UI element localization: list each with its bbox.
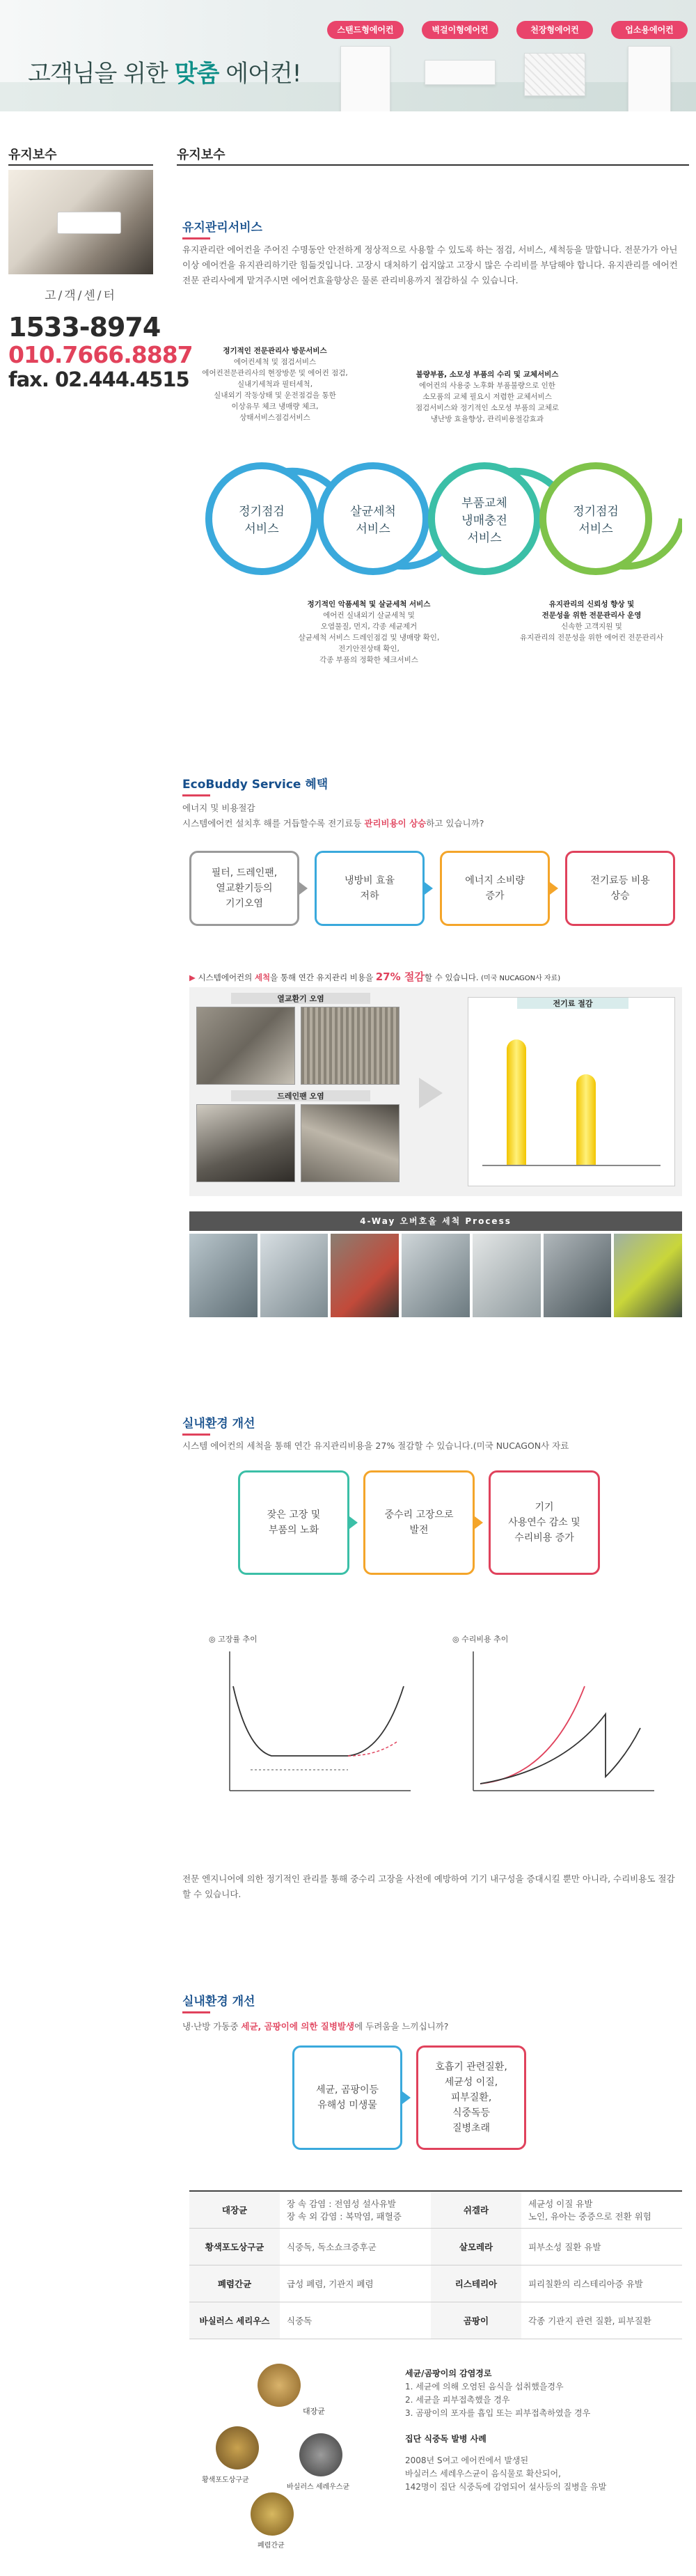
header-title: 고객님을 위한 맞춤 에어컨! <box>28 60 301 88</box>
infection-info <box>405 2367 683 2494</box>
pathogen-table-body <box>189 2191 682 2339</box>
infection-title: 세균/곰팡이의 감염경로 <box>405 2369 492 2378</box>
note-text: 에어컨세척 및 점검서비스 에어컨전문관리사의 현장방문 및 에어컨 점검, 실내기세척과 필터세척, 실내외기 작동상태 및 운전점검을 통한 이상유무 체크 냉매량 체크, 상태서비스점검서비스 <box>202 358 348 422</box>
sidebar-title: 유지보수 <box>8 148 57 162</box>
case-title: 집단 식중독 발병 사례 <box>405 2434 487 2444</box>
exchanger-photo-1 <box>196 1007 295 1085</box>
section-title-environment-2: 실내환경 개선 <box>182 1991 255 2013</box>
savings-banner <box>189 969 677 984</box>
infection-line: 3. 곰팡이의 포자를 흡입 또는 피부접촉하였을 경우 <box>405 2408 591 2418</box>
table-cell: 피부소성 질환 유발 <box>521 2229 682 2265</box>
flow-arrow-1 <box>299 882 308 895</box>
graph2-title <box>452 1633 508 1644</box>
note-parts-replace <box>397 369 578 425</box>
process-photo-6 <box>544 1234 612 1317</box>
box-microbes: 세균, 곰팡이등 유해성 미생물 <box>292 2045 402 2150</box>
banner-text: 을 통해 연간 유지관리 비용을 <box>270 973 376 982</box>
process-photos <box>189 1234 682 1317</box>
banner-source: (미국 NUCAGON사 자료) <box>481 975 561 982</box>
table-cell: 장 속 감염 : 전염성 설사유발 장 속 외 감염 : 복막염, 패혈증 <box>280 2191 431 2229</box>
intro-line-1: 에너지 및 비용절감 <box>182 803 255 813</box>
note-regular-visit <box>195 345 355 423</box>
infection-line: 1. 세균에 의해 오염된 음식을 섭취했을경우 <box>405 2382 564 2392</box>
ceiling-ac-icon <box>57 212 121 234</box>
case-line: 2008년 S여고 에어컨에서 발생된 <box>405 2456 529 2465</box>
infection-line: 2. 세균을 피부접촉했을 경우 <box>405 2395 510 2405</box>
microbe-label: 황색포도상구균 <box>202 2476 249 2484</box>
note-text: 에어컨의 사용중 노후화 부품불량으로 인한 소모품의 교체 필요시 저렴한 교체서비스 점검서비스와 정기적인 소모성 부품의 교체로 냉난방 효율향상, 관리비용절감효과 <box>415 382 560 423</box>
flow-arrow-4 <box>349 1516 358 1529</box>
drainpan-photo-1 <box>196 1104 295 1182</box>
ecobuddy-intro <box>182 801 683 831</box>
graph-bullet-icon: ◎ <box>452 1635 462 1644</box>
intro-highlight: 세균, 곰팡이에 의한 질병발생 <box>241 2021 355 2032</box>
flow-arrow-6 <box>402 2091 411 2104</box>
flow-box-energy: 에너지 소비량 증가 <box>440 851 550 926</box>
section-title-ecobuddy: EcoBuddy Service 혜택 <box>182 774 328 796</box>
photo-label-drainpan: 드레인팬 오염 <box>231 1090 370 1101</box>
table-header-cell: 황색포도상구균 <box>189 2229 280 2265</box>
process-photo-5 <box>473 1234 541 1317</box>
banner-text: 시스템에어컨의 <box>198 973 255 982</box>
page-title-divider <box>177 164 689 166</box>
microbe-bacillus-icon <box>299 2433 342 2476</box>
flow-box-frequent-failure: 잦은 고장 및 부품의 노화 <box>238 1470 349 1575</box>
chart-bar-after <box>576 1074 596 1165</box>
circle-regular-check-2: 정기점검 서비스 <box>539 462 652 575</box>
chart-axis <box>482 1165 661 1166</box>
wall-ac-image <box>425 60 496 85</box>
note-title: 정기적인 악품세척 및 살균세척 서비스 <box>307 600 431 608</box>
product-stand-ac[interactable] <box>327 21 404 111</box>
table-cell: 식중독, 독소쇼크증후군 <box>280 2229 431 2265</box>
graph1-curve <box>233 1686 404 1756</box>
section-title-environment: 실내환경 개선 <box>182 1413 255 1436</box>
table-header-cell: 쉬겔라 <box>431 2191 521 2229</box>
flow-box-heavy-repair: 중수리 고장으로 발전 <box>363 1470 475 1575</box>
microbe-pneumonia-icon <box>251 2492 294 2536</box>
intro-text: 냉·난방 가동중 <box>182 2021 242 2032</box>
process-title: 4-Way 오버호올 세척 Process <box>189 1211 682 1231</box>
failure-rate-graph <box>209 1644 418 1812</box>
microbe-ecoli-icon <box>258 2364 301 2407</box>
microbe-label: 대장균 <box>303 2407 325 2416</box>
environment-intro <box>182 2019 683 2034</box>
flow-arrow-5 <box>475 1516 483 1529</box>
bullet-icon: ▶ <box>189 973 196 982</box>
microbe-staph-icon <box>216 2426 259 2469</box>
box-diseases: 호흡기 관련질환, 세균성 이질, 피부질환, 식중독등 질병초래 <box>416 2045 526 2150</box>
flow-box-dirt: 필터, 드레인팬, 열교환기등의 기기오염 <box>189 851 299 926</box>
electricity-chart <box>468 997 675 1186</box>
table-row <box>189 2265 682 2302</box>
process-photo-4 <box>402 1234 470 1317</box>
table-header-cell: 대장균 <box>189 2191 280 2229</box>
exchanger-photo-2 <box>301 1007 400 1085</box>
note-title: 불량부품, 소모성 부품의 수리 및 교체서비스 <box>416 370 559 379</box>
flow-arrow-3 <box>550 882 558 895</box>
environment-paragraph-2: 전문 엔지니어에 의한 정기적인 관리를 통해 중수리 고장을 사전에 예방하여 기기 내구성을 증대시킬 뿐만 아니라, 수리비용도 절감 할 수 있습니다. <box>182 1874 675 1899</box>
section-maintenance-paragraph: 유지관리란 에어컨을 주어진 수명동안 안전하게 정상적으로 사용할 수 있도록 하는 점검, 서비스, 세척등을 말합니다. 전문가가 아닌 이상 에어컨을 유지관리하기란 힘듦것입니다. 고장시 대처하기 쉽지않고 고장시 많은 수리비를 부담해야 합니다. 유지관리를 에어컨전문 관리사에게 맡겨주시면 에어컨효율향상은 물론 관리비용까지 절감하실 수 있습니다. <box>182 244 678 285</box>
note-title: 정기적인 전문관리사 방문서비스 <box>223 347 327 355</box>
pathogen-table <box>189 2190 682 2339</box>
product-ceiling-ac[interactable] <box>516 21 593 96</box>
table-cell: 각종 기관지 관련 질환, 피부질환 <box>521 2302 682 2339</box>
table-header-cell: 리스테리아 <box>431 2265 521 2302</box>
intro-line-2: 시스템에어컨 설치후 해를 거듭할수록 전기료등 <box>182 818 365 828</box>
intro-text: 에 두려움을 느끼십니까? <box>354 2021 449 2032</box>
microbe-cluster <box>202 2364 390 2566</box>
phone-primary[interactable]: 1533-8974 <box>8 312 161 343</box>
intro-highlight: 관리비용이 상승 <box>364 818 427 828</box>
circle-parts-refrigerant: 부품교체 냉매충전 서비스 <box>428 462 541 575</box>
sidebar-divider <box>8 164 153 166</box>
note-expert <box>508 599 675 643</box>
phone-mobile[interactable]: 010.7666.8887 <box>8 341 193 368</box>
page-title: 유지보수 <box>177 148 226 162</box>
table-row <box>189 2191 682 2229</box>
graph-title-text: 고장률 추이 <box>218 1635 258 1644</box>
banner-highlight: 27% 절감 <box>375 971 425 983</box>
stand-ac-image <box>340 46 390 111</box>
ceiling-ac-image <box>524 53 585 96</box>
microbe-label: 폐렴간균 <box>258 2542 285 2550</box>
banner-highlight: 세척 <box>254 973 271 982</box>
intro-line-2-end: 하고 있습니까? <box>426 818 484 828</box>
savings-figure <box>189 987 682 1196</box>
sidebar-photo <box>8 170 153 274</box>
table-cell: 식중독 <box>280 2302 431 2339</box>
customer-center-label: 고/객/센/터 <box>45 289 117 303</box>
product-label[interactable]: 스탠드형에어컨 <box>327 21 404 39</box>
process-photo-1 <box>189 1234 258 1317</box>
flow-box-cost: 전기료등 비용 상승 <box>565 851 675 926</box>
process-photo-7 <box>614 1234 682 1317</box>
process-photo-2 <box>260 1234 329 1317</box>
arrow-right-icon <box>419 1078 443 1108</box>
graph-title-text: 수리비용 추이 <box>461 1635 509 1644</box>
note-sterilize <box>278 599 459 666</box>
case-line: 142명이 집단 식중독에 감염되어 설사등의 질병을 유발 <box>405 2482 607 2492</box>
product-label[interactable]: 벽걸이형에어컨 <box>422 21 498 39</box>
graph-bullet-icon: ◎ <box>209 1635 219 1644</box>
flow-arrow-2 <box>425 882 433 895</box>
table-row <box>189 2302 682 2339</box>
note-text: 에어컨 실내외기 살균세척 및 오염물질, 먼지, 각종 세균제거 살균세척 서비스 드레인점검 및 냉매량 확인, 전기안전상태 확인, 각종 부품의 정확한 체크서비스 <box>298 611 440 664</box>
case-line: 바실러스 세레우스균이 음식물로 확산되어, <box>405 2469 561 2479</box>
environment-paragraph: 시스템 에어컨의 세척을 통해 연간 유지관리비용을 27% 절감할 수 있습니다.(미국 NUCAGON사 자료 <box>182 1440 569 1451</box>
chart-bar-before <box>507 1039 526 1165</box>
table-header-cell: 바실러스 세리우스 <box>189 2302 280 2339</box>
table-cell: 피리칠환의 리스테리아증 유발 <box>521 2265 682 2302</box>
fax-number: fax. 02.444.4515 <box>8 368 189 391</box>
section-title-maintenance: 유지관리서비스 <box>182 217 262 239</box>
product-commercial-ac[interactable] <box>611 21 688 111</box>
commercial-ac-image <box>628 46 671 111</box>
table-header-cell: 곰팡이 <box>431 2302 521 2339</box>
microbe-label: 바실러스 세레우스균 <box>287 2483 350 2491</box>
flow-box-lifespan: 기기 사용연수 감소 및 수리비용 증가 <box>489 1470 600 1575</box>
chart-label: 전기료 절감 <box>517 998 628 1009</box>
table-row <box>189 2229 682 2265</box>
circle-regular-check: 정기점검 서비스 <box>205 462 318 575</box>
drainpan-photo-2 <box>301 1104 400 1182</box>
table-cell: 급성 폐렴, 기관지 폐렴 <box>280 2265 431 2302</box>
process-photo-3 <box>331 1234 399 1317</box>
graph1-title <box>209 1633 258 1644</box>
note-text: 신속한 고객지원 및 유지관리의 전문성을 위한 에어컨 전문관리사 <box>519 622 664 642</box>
flow-box-efficiency: 냉방비 효율 저하 <box>315 851 425 926</box>
product-wall-ac[interactable] <box>422 21 498 85</box>
note-title: 유지관리의 신뢰성 향상 및 전문성을 위한 전문관리사 운영 <box>541 600 642 620</box>
product-label[interactable]: 업소용에어컨 <box>611 21 688 39</box>
photo-label-exchanger: 열교환기 오염 <box>231 993 370 1004</box>
table-header-cell: 살모레라 <box>431 2229 521 2265</box>
table-header-cell: 폐렴간균 <box>189 2265 280 2302</box>
table-cell: 세균성 이질 유발 노인, 유아는 중증으로 전환 위험 <box>521 2191 682 2229</box>
product-label[interactable]: 천장형에어컨 <box>516 21 593 39</box>
circle-sterilize: 살균세척 서비스 <box>317 462 429 575</box>
graph2-curve-with <box>480 1714 640 1784</box>
repair-cost-graph <box>452 1644 661 1812</box>
banner-text: 할 수 있습니다. <box>424 973 479 982</box>
header-banner <box>0 0 696 111</box>
